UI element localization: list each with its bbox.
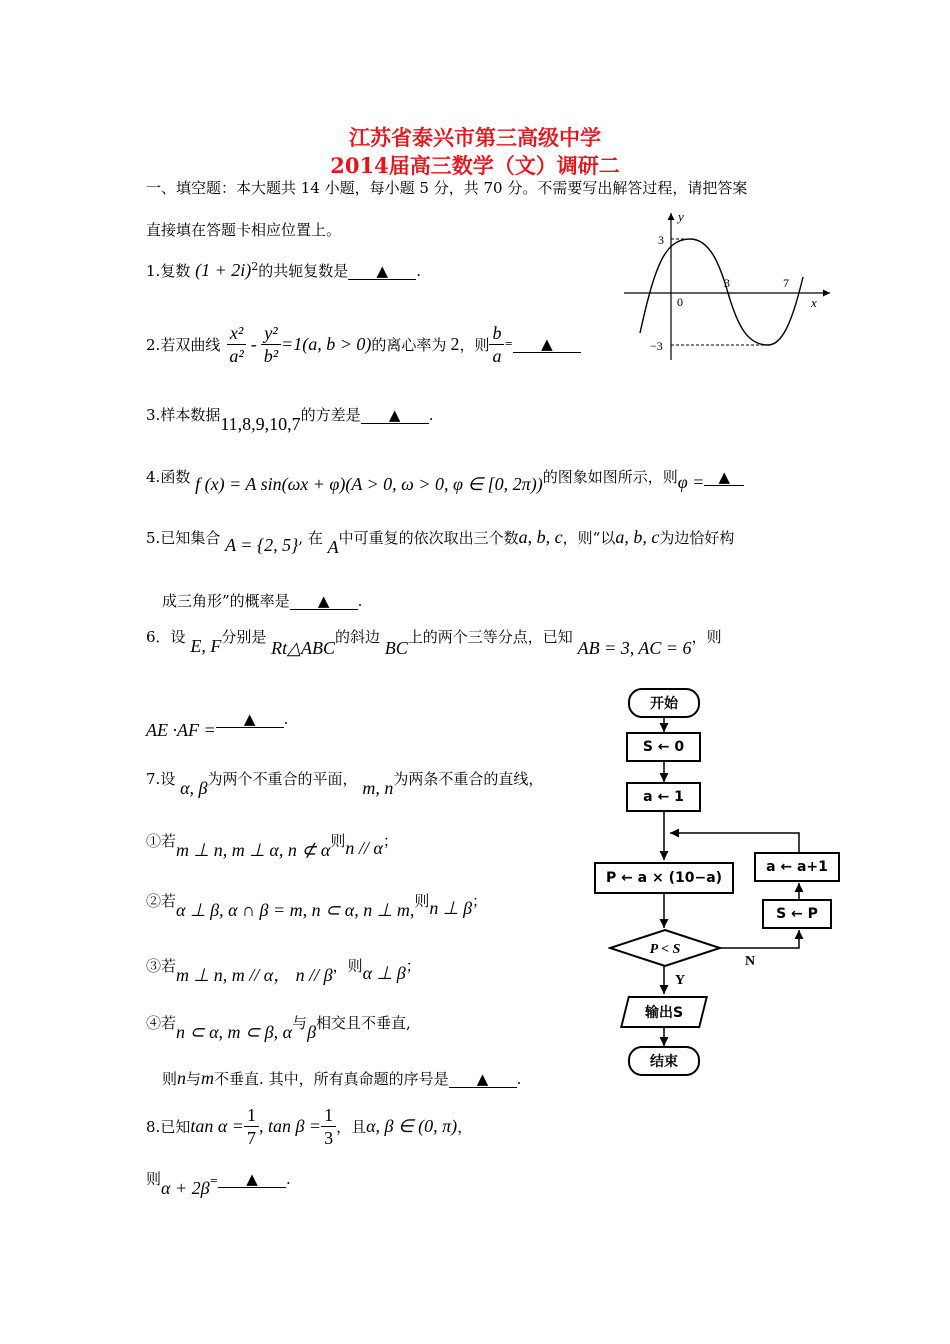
question-8: 8. 已知 tan α = $\frac{1}{7}$ , tan β = $\frac{1}{3}$ ，且 α, β ∈ (0, π) ，: [146, 1105, 473, 1148]
flow-decision: [608, 928, 722, 968]
origin-label: 0: [677, 295, 683, 309]
question-8-line2: 则α + 2β= ▲ .: [146, 1170, 291, 1198]
no-label: N: [745, 954, 756, 969]
question-3: 3.样本数据11,8,9,10,7的方差是 ▲ .: [146, 406, 434, 434]
x-tick-7: 7: [783, 276, 789, 290]
question-7-statement-4: ④若n ⊂ α, m ⊂ β, α与β相交且不垂直,: [146, 1014, 411, 1042]
yes-label: Y: [675, 973, 686, 988]
x-tick-3: 3: [724, 276, 730, 290]
answer-blank[interactable]: ▲: [290, 593, 358, 610]
question-7: 7.设 α, β为两个不重合的平面， m, n为两条不重合的直线，: [146, 770, 544, 798]
sine-graph: [620, 205, 840, 365]
x-axis-label: x: [811, 295, 817, 310]
y-max-label: 3: [658, 233, 664, 247]
page-title: 江苏省泰兴市第三高级中学: [349, 125, 601, 150]
question-7-statement-2: ②若α ⊥ β, α ∩ β = m, n ⊂ α, n ⊥ m,则n ⊥ β；: [146, 892, 488, 920]
question-6-line2: AE ·AF =▲ .: [146, 710, 289, 740]
question-5: 5.已知集合 A = {2, 5}, 在 A中可重复的依次取出三个数a, b, c，则“以a, b, c为边恰好构: [146, 527, 735, 557]
answer-blank[interactable]: ▲: [361, 407, 429, 424]
sine-curve: [640, 239, 803, 345]
section-heading-line1: 一、填空题：本大题共 14 小题，每小题 5 分，共 70 分。不需要写出解答过程，请把答案: [146, 179, 748, 197]
flow-init-s: S ← 0: [626, 732, 701, 762]
flow-end: 结束: [628, 1046, 700, 1076]
flow-increment-a: a ← a+1: [754, 852, 840, 882]
answer-blank[interactable]: ▲: [218, 1171, 286, 1188]
question-7-statement-1: ①若m ⊥ n, m ⊥ α, n ⊄ α则n // α；: [146, 832, 398, 860]
question-6: 6．设 E, F分别是 Rt△ABC的斜边 BC上的两个三等分点，已知 AB = 3, AC = 6，则: [146, 628, 722, 658]
question-7-conclusion: 则n与m不垂直. 其中，所有真命题的序号是 ▲ .: [162, 1068, 522, 1088]
question-1: 1.复数 $(1 + 2i)^2$的共轭复数是 ▲ .: [146, 260, 422, 280]
flow-compute-p: P ← a × (10−a): [594, 862, 734, 894]
question-4: 4.函数 f (x) = A sin(ωx + φ)(A > 0, ω > 0, φ ∈ [0, 2π))的图象如图所示，则φ = ▲: [146, 466, 744, 487]
section-heading-line2: 直接填在答题卡相应位置上。: [146, 221, 342, 239]
flow-decision-label: P < S: [649, 942, 681, 957]
answer-blank[interactable]: ▲: [513, 336, 581, 353]
question-5-line2: 成三角形”的概率是 ▲ .: [162, 592, 363, 610]
flow-output: 输出S: [620, 996, 708, 1028]
question-7-statement-3: ③若m ⊥ n, m // α， n // β，则α ⊥ β；: [146, 957, 421, 985]
question-2: 2. 若双曲线 $\frac{\text{x²}}{\text{a²}}$ - $\frac{\text{y²}}{\text{b²}}$ =1(a, b > 0) 的离心率为 2 ，则 $\frac{b}{a}$ = ▲: [146, 322, 581, 367]
flow-start: 开始: [628, 688, 700, 718]
flow-init-a: a ← 1: [626, 782, 701, 812]
answer-blank[interactable]: ▲: [216, 711, 284, 728]
flow-assign-s: S ← P: [762, 899, 832, 929]
page-subtitle: 2014届高三数学（文）调研二: [330, 153, 620, 178]
answer-blank[interactable]: ▲: [449, 1071, 517, 1088]
y-axis-label: y: [678, 209, 684, 224]
answer-blank[interactable]: ▲: [348, 263, 416, 280]
y-min-label: −3: [650, 339, 663, 353]
answer-blank[interactable]: ▲: [704, 469, 744, 486]
